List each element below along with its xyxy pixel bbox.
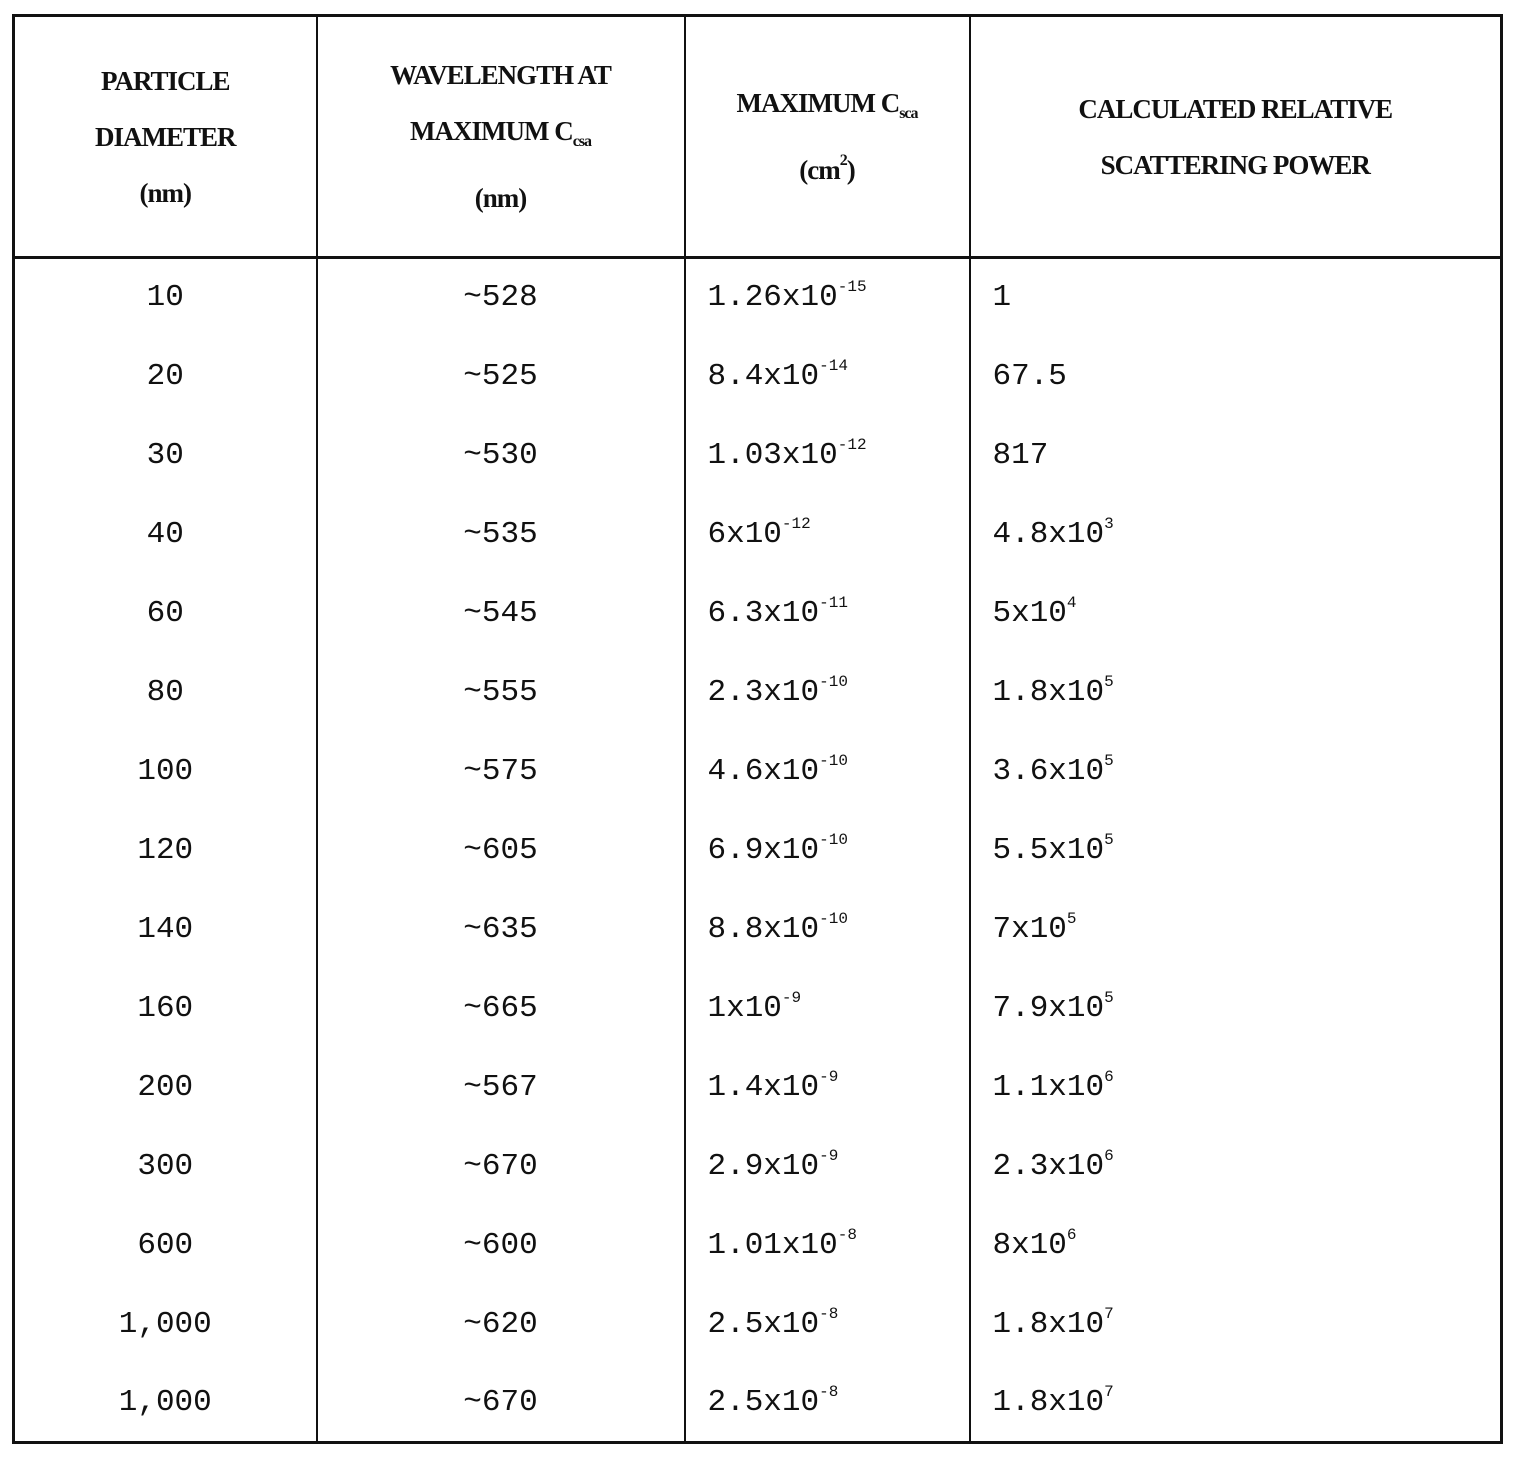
table-row <box>14 1127 1502 1206</box>
exponent: -8 <box>819 1383 838 1401</box>
cell-relative-power <box>970 416 1502 495</box>
cell-relative-power <box>970 811 1502 890</box>
cell-diameter: 30 <box>14 416 317 495</box>
cell-max-csca <box>685 1206 970 1285</box>
cell-max-csca <box>685 337 970 416</box>
exponent: -15 <box>838 278 867 296</box>
cell-max-csca <box>685 1127 970 1206</box>
header-line <box>686 75 969 142</box>
exponent: 6 <box>1067 1226 1077 1244</box>
cell-wavelength: ~525 <box>317 337 685 416</box>
cell-relative-power <box>970 574 1502 653</box>
mantissa: 4.6x10 <box>708 754 820 789</box>
cell-max-csca <box>685 1285 970 1364</box>
exponent: 7 <box>1104 1305 1114 1323</box>
table-row <box>14 1364 1502 1443</box>
exponent: 6 <box>1104 1068 1114 1086</box>
cell-max-csca <box>685 811 970 890</box>
mantissa: 1.03x10 <box>708 438 838 473</box>
cell-relative-power <box>970 495 1502 574</box>
cell-max-csca <box>685 1048 970 1127</box>
cell-wavelength: ~575 <box>317 732 685 811</box>
cell-relative-power <box>970 1127 1502 1206</box>
header-subscript: sca <box>899 105 917 122</box>
mantissa: 2.9x10 <box>708 1149 820 1184</box>
mantissa: 5x10 <box>993 596 1067 631</box>
cell-diameter: 1,000 <box>14 1364 317 1443</box>
mantissa: 2.3x10 <box>708 675 820 710</box>
mantissa: 2.5x10 <box>708 1307 820 1342</box>
header-line: WAVELENGTH AT <box>318 47 684 103</box>
cell-wavelength: ~635 <box>317 890 685 969</box>
mantissa: 8x10 <box>993 1228 1067 1263</box>
header-text: ) <box>847 155 855 185</box>
header-line: DIAMETER <box>15 109 316 165</box>
cell-wavelength: ~528 <box>317 258 685 337</box>
exponent: -8 <box>838 1226 857 1244</box>
mantissa: 817 <box>993 438 1049 473</box>
header-line: SCATTERING POWER <box>971 137 1501 193</box>
exponent: -8 <box>819 1305 838 1323</box>
table-row <box>14 732 1502 811</box>
cell-relative-power <box>970 337 1502 416</box>
cell-max-csca <box>685 1364 970 1443</box>
cell-wavelength: ~670 <box>317 1127 685 1206</box>
cell-diameter: 160 <box>14 969 317 1048</box>
mantissa: 8.8x10 <box>708 912 820 947</box>
header-line <box>686 142 969 198</box>
mantissa: 1.4x10 <box>708 1070 820 1105</box>
table-row <box>14 495 1502 574</box>
header-line: (nm) <box>15 165 316 221</box>
header-line: (nm) <box>318 170 684 226</box>
mantissa: 1 <box>993 280 1012 315</box>
exponent: 6 <box>1104 1147 1114 1165</box>
cell-max-csca <box>685 416 970 495</box>
cell-wavelength: ~600 <box>317 1206 685 1285</box>
table-row <box>14 574 1502 653</box>
cell-diameter: 1,000 <box>14 1285 317 1364</box>
table-row <box>14 969 1502 1048</box>
exponent: -14 <box>819 357 848 375</box>
cell-wavelength: ~620 <box>317 1285 685 1364</box>
exponent: -11 <box>819 594 848 612</box>
cell-wavelength: ~670 <box>317 1364 685 1443</box>
exponent: -10 <box>819 831 848 849</box>
header-text: MAXIMUM C <box>410 116 573 146</box>
mantissa: 2.5x10 <box>708 1385 820 1420</box>
mantissa: 1.8x10 <box>993 1385 1105 1420</box>
cell-diameter: 200 <box>14 1048 317 1127</box>
cell-diameter: 600 <box>14 1206 317 1285</box>
mantissa: 1.1x10 <box>993 1070 1105 1105</box>
exponent: 5 <box>1104 831 1114 849</box>
cell-relative-power <box>970 732 1502 811</box>
exponent: 5 <box>1104 752 1114 770</box>
table-row <box>14 811 1502 890</box>
table-row <box>14 258 1502 337</box>
table-row <box>14 1048 1502 1127</box>
mantissa: 1x10 <box>708 991 782 1026</box>
cell-wavelength: ~535 <box>317 495 685 574</box>
table-body <box>14 258 1502 1443</box>
exponent: -12 <box>782 515 811 533</box>
mantissa: 4.8x10 <box>993 517 1105 552</box>
header-row <box>14 16 1502 258</box>
mantissa: 8.4x10 <box>708 359 820 394</box>
cell-diameter: 80 <box>14 653 317 732</box>
header-maximum-csca <box>685 16 970 258</box>
exponent: 7 <box>1104 1383 1114 1401</box>
mantissa: 67.5 <box>993 359 1067 394</box>
mantissa: 6.3x10 <box>708 596 820 631</box>
exponent: 5 <box>1067 910 1077 928</box>
cell-diameter: 40 <box>14 495 317 574</box>
exponent: 4 <box>1067 594 1077 612</box>
exponent: 5 <box>1104 673 1114 691</box>
mantissa: 6.9x10 <box>708 833 820 868</box>
cell-wavelength: ~605 <box>317 811 685 890</box>
mantissa: 1.8x10 <box>993 675 1105 710</box>
table-row <box>14 1285 1502 1364</box>
cell-diameter: 300 <box>14 1127 317 1206</box>
cell-max-csca <box>685 969 970 1048</box>
header-superscript: 2 <box>840 152 847 169</box>
cell-relative-power <box>970 1048 1502 1127</box>
mantissa: 1.26x10 <box>708 280 838 315</box>
exponent: 5 <box>1104 989 1114 1007</box>
mantissa: 7.9x10 <box>993 991 1105 1026</box>
scattering-table <box>12 14 1503 1444</box>
header-wavelength <box>317 16 685 258</box>
cell-max-csca <box>685 732 970 811</box>
cell-wavelength: ~665 <box>317 969 685 1048</box>
cell-wavelength: ~567 <box>317 1048 685 1127</box>
mantissa: 1.8x10 <box>993 1307 1105 1342</box>
mantissa: 1.01x10 <box>708 1228 838 1263</box>
mantissa: 2.3x10 <box>993 1149 1105 1184</box>
exponent: -12 <box>838 436 867 454</box>
cell-relative-power <box>970 1285 1502 1364</box>
table-row <box>14 890 1502 969</box>
mantissa: 6x10 <box>708 517 782 552</box>
exponent: -9 <box>782 989 801 1007</box>
mantissa: 7x10 <box>993 912 1067 947</box>
cell-max-csca <box>685 890 970 969</box>
cell-relative-power <box>970 969 1502 1048</box>
exponent: 3 <box>1104 515 1114 533</box>
cell-relative-power <box>970 1364 1502 1443</box>
cell-diameter: 100 <box>14 732 317 811</box>
table-row <box>14 653 1502 732</box>
cell-diameter: 60 <box>14 574 317 653</box>
exponent: -10 <box>819 673 848 691</box>
cell-max-csca <box>685 258 970 337</box>
cell-relative-power <box>970 890 1502 969</box>
mantissa: 3.6x10 <box>993 754 1105 789</box>
table-row <box>14 1206 1502 1285</box>
cell-max-csca <box>685 653 970 732</box>
header-subscript: csa <box>573 133 591 150</box>
header-line <box>318 103 684 170</box>
cell-max-csca <box>685 495 970 574</box>
exponent: -9 <box>819 1147 838 1165</box>
cell-wavelength: ~555 <box>317 653 685 732</box>
header-line: PARTICLE <box>15 53 316 109</box>
header-text: MAXIMUM C <box>736 88 899 118</box>
cell-diameter: 120 <box>14 811 317 890</box>
cell-relative-power <box>970 258 1502 337</box>
table-row <box>14 337 1502 416</box>
exponent: -9 <box>819 1068 838 1086</box>
cell-max-csca <box>685 574 970 653</box>
header-particle-diameter <box>14 16 317 258</box>
cell-wavelength: ~530 <box>317 416 685 495</box>
header-text: (cm <box>799 155 839 185</box>
cell-wavelength: ~545 <box>317 574 685 653</box>
table-row <box>14 416 1502 495</box>
cell-relative-power <box>970 653 1502 732</box>
cell-diameter: 10 <box>14 258 317 337</box>
cell-diameter: 140 <box>14 890 317 969</box>
header-line: CALCULATED RELATIVE <box>971 81 1501 137</box>
cell-relative-power <box>970 1206 1502 1285</box>
cell-diameter: 20 <box>14 337 317 416</box>
exponent: -10 <box>819 910 848 928</box>
mantissa: 5.5x10 <box>993 833 1105 868</box>
exponent: -10 <box>819 752 848 770</box>
header-relative-scattering-power <box>970 16 1502 258</box>
